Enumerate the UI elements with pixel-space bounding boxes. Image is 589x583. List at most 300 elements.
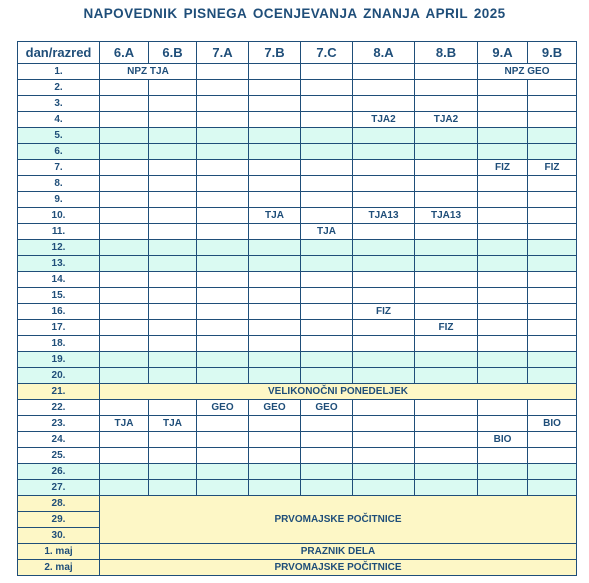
empty-cell <box>197 256 249 272</box>
empty-cell <box>197 128 249 144</box>
empty-cell <box>249 336 301 352</box>
empty-cell <box>149 192 197 208</box>
empty-cell <box>478 272 528 288</box>
exam-cell: NPZ TJA <box>100 64 197 80</box>
exam-cell: GEO <box>249 400 301 416</box>
empty-cell <box>100 96 149 112</box>
empty-cell <box>528 256 577 272</box>
empty-cell <box>301 480 353 496</box>
day-cell: 6. <box>18 144 100 160</box>
empty-cell <box>415 256 478 272</box>
empty-cell <box>100 224 149 240</box>
day-cell: 3. <box>18 96 100 112</box>
empty-cell <box>415 64 478 80</box>
day-cell: 19. <box>18 352 100 368</box>
empty-cell <box>149 464 197 480</box>
empty-cell <box>478 112 528 128</box>
empty-cell <box>478 80 528 96</box>
empty-cell <box>301 352 353 368</box>
empty-cell <box>478 320 528 336</box>
day-cell: 30. <box>18 528 100 544</box>
empty-cell <box>415 176 478 192</box>
table-row <box>18 256 577 272</box>
empty-cell <box>415 464 478 480</box>
exam-cell: FIZ <box>353 304 415 320</box>
empty-cell <box>149 96 197 112</box>
empty-cell <box>478 240 528 256</box>
exam-cell: TJA <box>301 224 353 240</box>
empty-cell <box>149 144 197 160</box>
day-cell: 23. <box>18 416 100 432</box>
table-row <box>18 336 577 352</box>
empty-cell <box>301 96 353 112</box>
empty-cell <box>301 288 353 304</box>
day-cell: 15. <box>18 288 100 304</box>
table-row <box>18 400 577 416</box>
day-cell: 8. <box>18 176 100 192</box>
page-title: NAPOVEDNIK PISNEGA OCENJEVANJA ZNANJA APRIL 2025 <box>83 6 506 21</box>
empty-cell <box>149 352 197 368</box>
empty-cell <box>197 240 249 256</box>
empty-cell <box>100 352 149 368</box>
empty-cell <box>478 304 528 320</box>
empty-cell <box>478 448 528 464</box>
table-row <box>18 128 577 144</box>
empty-cell <box>478 192 528 208</box>
empty-cell <box>478 96 528 112</box>
day-cell: 24. <box>18 432 100 448</box>
empty-cell <box>353 320 415 336</box>
empty-cell <box>149 368 197 384</box>
empty-cell <box>415 224 478 240</box>
exam-cell: FIZ <box>478 160 528 176</box>
empty-cell <box>197 416 249 432</box>
empty-cell <box>353 96 415 112</box>
empty-cell <box>301 368 353 384</box>
day-cell: 22. <box>18 400 100 416</box>
empty-cell <box>415 480 478 496</box>
empty-cell <box>249 480 301 496</box>
exam-cell: TJA13 <box>353 208 415 224</box>
empty-cell <box>197 64 249 80</box>
empty-cell <box>249 112 301 128</box>
empty-cell <box>149 288 197 304</box>
table-row <box>18 288 577 304</box>
empty-cell <box>478 256 528 272</box>
day-cell: 2. <box>18 80 100 96</box>
empty-cell <box>415 416 478 432</box>
empty-cell <box>353 288 415 304</box>
empty-cell <box>528 448 577 464</box>
empty-cell <box>301 176 353 192</box>
empty-cell <box>528 96 577 112</box>
exam-cell: FIZ <box>528 160 577 176</box>
column-header-class: 8.B <box>415 42 478 64</box>
table-row <box>18 144 577 160</box>
empty-cell <box>100 112 149 128</box>
empty-cell <box>478 416 528 432</box>
empty-cell <box>149 176 197 192</box>
empty-cell <box>301 304 353 320</box>
day-cell: 27. <box>18 480 100 496</box>
empty-cell <box>197 112 249 128</box>
empty-cell <box>249 464 301 480</box>
empty-cell <box>415 272 478 288</box>
holiday-cell: PRVOMAJSKE POČITNICE <box>100 496 577 544</box>
empty-cell <box>197 448 249 464</box>
empty-cell <box>197 352 249 368</box>
day-cell: 17. <box>18 320 100 336</box>
empty-cell <box>249 160 301 176</box>
table-row <box>18 448 577 464</box>
table-row <box>18 304 577 320</box>
day-cell: 4. <box>18 112 100 128</box>
table-row <box>18 384 577 400</box>
day-cell: 18. <box>18 336 100 352</box>
day-cell: 5. <box>18 128 100 144</box>
day-cell: 20. <box>18 368 100 384</box>
empty-cell <box>149 320 197 336</box>
day-cell: 2. maj <box>18 560 100 576</box>
empty-cell <box>528 144 577 160</box>
empty-cell <box>149 448 197 464</box>
empty-cell <box>197 80 249 96</box>
column-header-class: 7.C <box>301 42 353 64</box>
empty-cell <box>249 368 301 384</box>
empty-cell <box>249 288 301 304</box>
empty-cell <box>353 432 415 448</box>
empty-cell <box>100 144 149 160</box>
table-row <box>18 368 577 384</box>
empty-cell <box>528 112 577 128</box>
empty-cell <box>149 480 197 496</box>
empty-cell <box>301 256 353 272</box>
empty-cell <box>100 128 149 144</box>
empty-cell <box>415 352 478 368</box>
empty-cell <box>100 208 149 224</box>
day-cell: 1. <box>18 64 100 80</box>
empty-cell <box>249 128 301 144</box>
empty-cell <box>478 368 528 384</box>
exam-cell: GEO <box>197 400 249 416</box>
empty-cell <box>100 320 149 336</box>
empty-cell <box>197 432 249 448</box>
empty-cell <box>415 400 478 416</box>
empty-cell <box>249 448 301 464</box>
empty-cell <box>353 144 415 160</box>
empty-cell <box>301 64 353 80</box>
empty-cell <box>415 144 478 160</box>
empty-cell <box>249 96 301 112</box>
empty-cell <box>249 272 301 288</box>
empty-cell <box>100 368 149 384</box>
day-cell: 14. <box>18 272 100 288</box>
empty-cell <box>528 192 577 208</box>
empty-cell <box>415 160 478 176</box>
exam-cell: TJA2 <box>415 112 478 128</box>
empty-cell <box>249 176 301 192</box>
day-cell: 1. maj <box>18 544 100 560</box>
day-cell: 29. <box>18 512 100 528</box>
empty-cell <box>149 128 197 144</box>
empty-cell <box>528 224 577 240</box>
day-cell: 10. <box>18 208 100 224</box>
empty-cell <box>301 448 353 464</box>
empty-cell <box>415 432 478 448</box>
empty-cell <box>100 288 149 304</box>
exam-cell: FIZ <box>415 320 478 336</box>
empty-cell <box>249 80 301 96</box>
column-header-day: dan/razred <box>18 42 100 64</box>
empty-cell <box>100 240 149 256</box>
empty-cell <box>528 464 577 480</box>
empty-cell <box>100 336 149 352</box>
exam-cell: TJA <box>249 208 301 224</box>
empty-cell <box>353 464 415 480</box>
empty-cell <box>197 480 249 496</box>
table-body <box>18 64 577 576</box>
empty-cell <box>149 160 197 176</box>
empty-cell <box>478 128 528 144</box>
column-header-class: 9.A <box>478 42 528 64</box>
day-cell: 21. <box>18 384 100 400</box>
table-row <box>18 496 577 512</box>
holiday-cell: PRAZNIK DELA <box>100 544 577 560</box>
empty-cell <box>353 128 415 144</box>
exam-cell: BIO <box>528 416 577 432</box>
exam-cell: NPZ GEO <box>478 64 577 80</box>
empty-cell <box>249 256 301 272</box>
empty-cell <box>353 448 415 464</box>
empty-cell <box>249 352 301 368</box>
empty-cell <box>301 336 353 352</box>
column-header-class: 7.A <box>197 42 249 64</box>
empty-cell <box>478 176 528 192</box>
table-row <box>18 480 577 496</box>
empty-cell <box>197 272 249 288</box>
empty-cell <box>301 80 353 96</box>
empty-cell <box>100 80 149 96</box>
empty-cell <box>528 288 577 304</box>
empty-cell <box>528 352 577 368</box>
exam-cell: TJA <box>149 416 197 432</box>
empty-cell <box>353 416 415 432</box>
day-cell: 12. <box>18 240 100 256</box>
empty-cell <box>301 160 353 176</box>
empty-cell <box>100 176 149 192</box>
empty-cell <box>149 272 197 288</box>
empty-cell <box>100 480 149 496</box>
empty-cell <box>197 160 249 176</box>
empty-cell <box>353 352 415 368</box>
empty-cell <box>415 368 478 384</box>
empty-cell <box>197 192 249 208</box>
empty-cell <box>249 304 301 320</box>
table-row <box>18 176 577 192</box>
empty-cell <box>197 336 249 352</box>
empty-cell <box>100 304 149 320</box>
empty-cell <box>478 224 528 240</box>
empty-cell <box>415 96 478 112</box>
empty-cell <box>353 176 415 192</box>
exam-cell: GEO <box>301 400 353 416</box>
empty-cell <box>100 448 149 464</box>
empty-cell <box>353 80 415 96</box>
empty-cell <box>415 240 478 256</box>
empty-cell <box>197 368 249 384</box>
holiday-cell: PRVOMAJSKE POČITNICE <box>100 560 577 576</box>
empty-cell <box>149 80 197 96</box>
empty-cell <box>100 464 149 480</box>
day-cell: 7. <box>18 160 100 176</box>
empty-cell <box>149 432 197 448</box>
empty-cell <box>353 64 415 80</box>
empty-cell <box>478 464 528 480</box>
exam-cell: TJA13 <box>415 208 478 224</box>
empty-cell <box>100 432 149 448</box>
empty-cell <box>197 288 249 304</box>
table-row <box>18 208 577 224</box>
empty-cell <box>528 432 577 448</box>
empty-cell <box>197 208 249 224</box>
empty-cell <box>301 432 353 448</box>
table-row <box>18 272 577 288</box>
empty-cell <box>197 96 249 112</box>
empty-cell <box>528 368 577 384</box>
empty-cell <box>528 240 577 256</box>
table-row <box>18 224 577 240</box>
empty-cell <box>478 400 528 416</box>
empty-cell <box>249 224 301 240</box>
empty-cell <box>301 144 353 160</box>
empty-cell <box>100 256 149 272</box>
table-row <box>18 560 577 576</box>
empty-cell <box>197 176 249 192</box>
empty-cell <box>149 336 197 352</box>
table-row <box>18 320 577 336</box>
empty-cell <box>353 400 415 416</box>
exam-cell: TJA <box>100 416 149 432</box>
table-row <box>18 352 577 368</box>
empty-cell <box>149 400 197 416</box>
empty-cell <box>249 240 301 256</box>
day-cell: 28. <box>18 496 100 512</box>
table-row <box>18 240 577 256</box>
table-row <box>18 112 577 128</box>
empty-cell <box>353 480 415 496</box>
day-cell: 13. <box>18 256 100 272</box>
schedule-table <box>17 41 577 576</box>
empty-cell <box>249 416 301 432</box>
empty-cell <box>353 368 415 384</box>
table-row <box>18 192 577 208</box>
empty-cell <box>100 160 149 176</box>
empty-cell <box>149 224 197 240</box>
empty-cell <box>197 464 249 480</box>
column-header-class: 6.A <box>100 42 149 64</box>
empty-cell <box>415 304 478 320</box>
empty-cell <box>301 416 353 432</box>
empty-cell <box>353 160 415 176</box>
day-cell: 26. <box>18 464 100 480</box>
empty-cell <box>353 240 415 256</box>
empty-cell <box>149 304 197 320</box>
empty-cell <box>353 256 415 272</box>
holiday-cell: VELIKONOČNI PONEDELJEK <box>100 384 577 400</box>
empty-cell <box>353 336 415 352</box>
empty-cell <box>301 208 353 224</box>
empty-cell <box>100 400 149 416</box>
exam-cell: BIO <box>478 432 528 448</box>
empty-cell <box>478 144 528 160</box>
empty-cell <box>301 192 353 208</box>
empty-cell <box>301 128 353 144</box>
empty-cell <box>301 272 353 288</box>
table-row <box>18 432 577 448</box>
empty-cell <box>249 64 301 80</box>
empty-cell <box>415 128 478 144</box>
empty-cell <box>528 128 577 144</box>
empty-cell <box>353 224 415 240</box>
empty-cell <box>415 336 478 352</box>
empty-cell <box>301 240 353 256</box>
empty-cell <box>249 432 301 448</box>
empty-cell <box>149 240 197 256</box>
empty-cell <box>301 320 353 336</box>
column-header-class: 7.B <box>249 42 301 64</box>
empty-cell <box>478 352 528 368</box>
empty-cell <box>197 144 249 160</box>
table-row <box>18 64 577 80</box>
column-header-class: 8.A <box>353 42 415 64</box>
table-row <box>18 464 577 480</box>
empty-cell <box>478 208 528 224</box>
table-row <box>18 416 577 432</box>
empty-cell <box>197 224 249 240</box>
empty-cell <box>415 448 478 464</box>
empty-cell <box>528 320 577 336</box>
empty-cell <box>149 112 197 128</box>
empty-cell <box>197 320 249 336</box>
empty-cell <box>478 288 528 304</box>
empty-cell <box>528 400 577 416</box>
empty-cell <box>149 208 197 224</box>
day-cell: 9. <box>18 192 100 208</box>
empty-cell <box>528 208 577 224</box>
empty-cell <box>149 256 197 272</box>
empty-cell <box>528 272 577 288</box>
empty-cell <box>301 112 353 128</box>
empty-cell <box>353 192 415 208</box>
table-row <box>18 80 577 96</box>
empty-cell <box>415 80 478 96</box>
empty-cell <box>528 336 577 352</box>
empty-cell <box>249 144 301 160</box>
column-header-class: 9.B <box>528 42 577 64</box>
empty-cell <box>353 272 415 288</box>
empty-cell <box>528 176 577 192</box>
empty-cell <box>249 320 301 336</box>
empty-cell <box>197 304 249 320</box>
empty-cell <box>478 480 528 496</box>
table-row <box>18 160 577 176</box>
table-row <box>18 96 577 112</box>
empty-cell <box>415 192 478 208</box>
day-cell: 25. <box>18 448 100 464</box>
column-header-class: 6.B <box>149 42 197 64</box>
empty-cell <box>249 192 301 208</box>
empty-cell <box>100 272 149 288</box>
